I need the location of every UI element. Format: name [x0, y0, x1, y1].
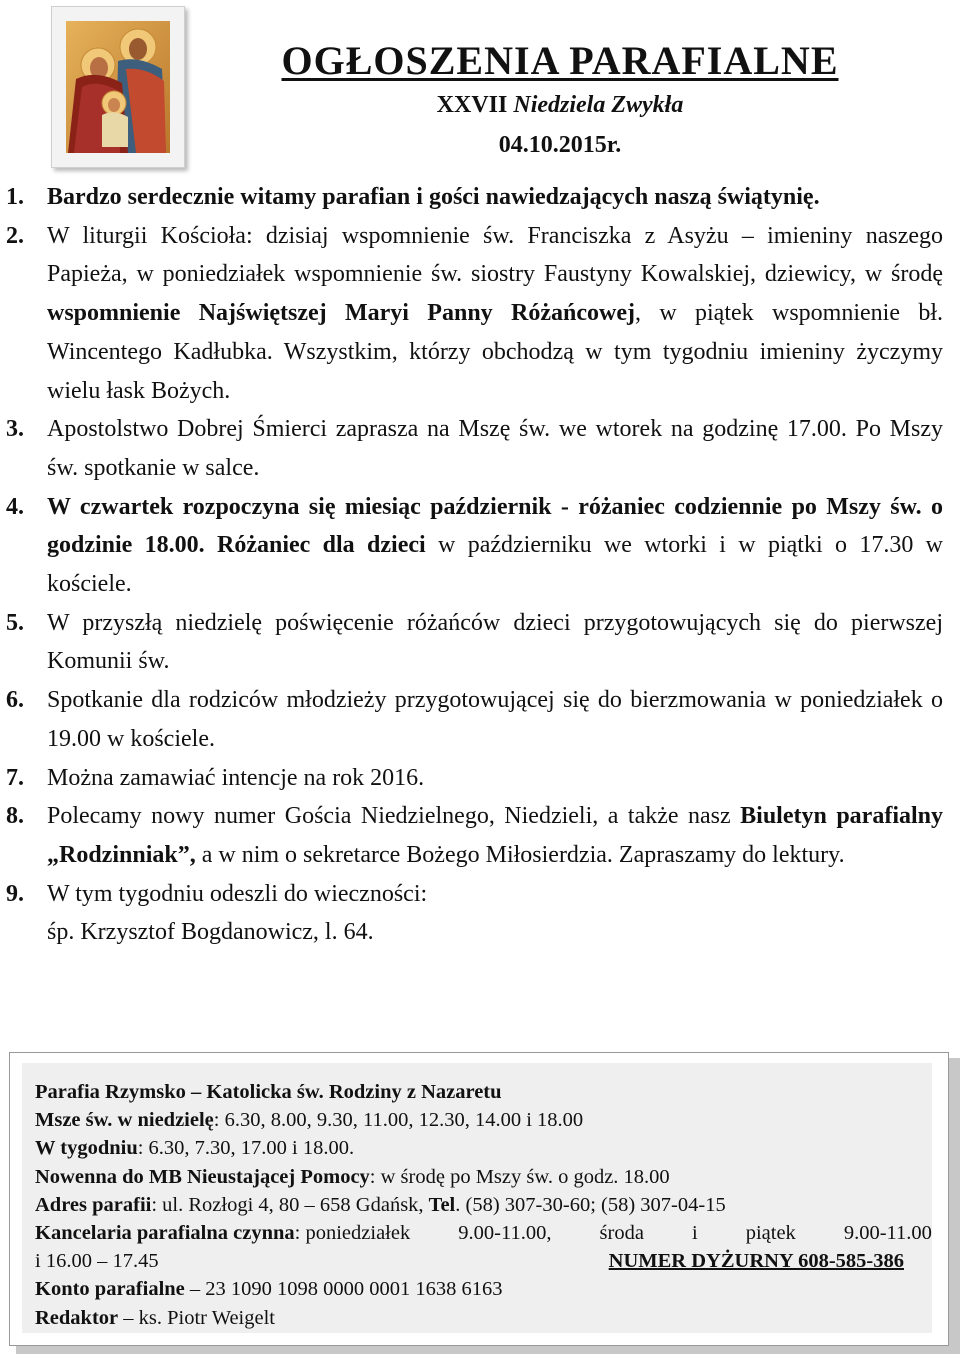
announcement-text: Spotkanie dla rodziców młodzieży przygotowującej się do bierzmowania w poniedziałek o 19.00 w kościele.	[47, 687, 943, 752]
announcement-text: Biuletyn parafialny „Rodzinniak”,	[47, 803, 944, 868]
announcement-text: śp. Krzysztof Bogdanowicz, l. 64.	[47, 919, 374, 946]
announcement-number: 3.	[6, 416, 24, 443]
announcement-text: W liturgii Kościoła: dzisiaj wspomnienie św. Franciszka z Asyżu – imieniny naszego Papieża, w poniedziałek wspomnienie św. siostry Faustyny Kowalskiej, dziewicy, w środę	[47, 222, 943, 288]
bulletin-header	[190, 38, 930, 162]
announcement-number: 2.	[6, 222, 24, 249]
holy-family-icon	[66, 21, 170, 153]
announcement-item	[0, 681, 943, 758]
announcement-text: W czwartek rozpoczyna się miesiąc październik - różaniec codziennie po Mszy św. o godzinie 18.00. Różaniec dla dzieci	[47, 493, 943, 559]
office-hours-word: piątek	[745, 1222, 796, 1245]
editor-info: Redaktor – ks. Piotr Weigelt	[35, 1306, 275, 1329]
announcement-text: , w piątek wspomnienie bł. Wincentego Kadłubka. Wszystkim, którzy obchodzą w tym tygodniu imieniny życzymy wielu łask Bożych.	[47, 300, 943, 404]
announcement-number: 4.	[6, 493, 24, 520]
sunday-masses: Msze św. w niedzielę: 6.30, 8.00, 9.30, 11.00, 12.30, 14.00 i 18.00	[35, 1109, 584, 1132]
announcement-item	[0, 217, 943, 411]
announcement-text: W przyszłą niedzielę poświęcenie różańców dzieci przygotowujących się do pierwszej Komunii św.	[47, 609, 943, 675]
announcement-number: 7.	[6, 764, 24, 791]
announcement-item	[0, 410, 943, 487]
duty-phone-number: NUMER DYŻURNY 608-585-386	[608, 1250, 904, 1273]
announcement-item	[0, 178, 943, 217]
announcement-text: Bardzo serdecznie witamy parafian i gości nawiedzających naszą świątynię.	[47, 184, 820, 210]
liturgical-sunday	[190, 88, 930, 122]
announcement-text: Apostolstwo Dobrej Śmierci zaprasza na Mszę św. we wtorek na godzinę 17.00. Po Mszy św. spotkanie w salce.	[47, 416, 943, 481]
office-hours-word: i	[691, 1222, 698, 1245]
parish-name: Parafia Rzymsko – Katolicka św. Rodziny z Nazaretu	[35, 1081, 502, 1103]
office-hours-word: środa	[599, 1222, 644, 1245]
announcement-text: W tym tygodniu odeszli do wieczności:	[47, 880, 428, 907]
sunday-number: XXVII	[436, 92, 508, 118]
weekday-masses: W tygodniu: 6.30, 7.30, 17.00 i 18.00.	[35, 1137, 355, 1160]
parish-info-text	[35, 1078, 932, 1332]
bank-account: Konto parafialne – 23 1090 1098 0000 0001 1638 6163	[35, 1278, 503, 1301]
announcement-item	[0, 488, 943, 604]
announcement-item	[0, 604, 943, 681]
sunday-name: Niedziela Zwykła	[513, 92, 684, 118]
announcements-list	[0, 178, 943, 952]
novena-info: Nowenna do MB Nieustającej Pomocy: w środę po Mszy św. o godz. 18.00	[35, 1165, 670, 1188]
announcement-item	[0, 759, 943, 798]
announcement-number: 5.	[6, 609, 24, 636]
announcement-text: w październiku we wtorki i w piątki o 17.30 w kościele.	[47, 532, 944, 598]
announcement-number: 9.	[6, 880, 24, 907]
announcement-number: 1.	[6, 184, 24, 210]
office-hours-continued: i 16.00 – 17.45 NUMER DYŻURNY 608-585-386	[35, 1247, 932, 1275]
bulletin-date: 04.10.2015r.	[498, 132, 622, 158]
parish-info-box	[9, 1052, 949, 1346]
holy-family-image-frame	[51, 6, 185, 168]
announcement-text: a w nim o sekretarce Bożego Miłosierdzia. Zapraszamy do lektury.	[195, 841, 845, 868]
announcement-item	[0, 797, 943, 874]
parish-info-panel	[22, 1063, 932, 1333]
announcement-text: Polecamy nowy numer Gościa Niedzielnego, Niedzieli, a także nasz	[47, 803, 741, 830]
announcement-text: wspomnienie Najświętszej Maryi Panny Różańcowej	[47, 300, 635, 327]
announcement-number: 8.	[6, 803, 24, 830]
announcement-number: 6.	[6, 687, 24, 714]
office-hours-word: 9.00-11.00	[843, 1222, 932, 1245]
office-hours: Kancelaria parafialna czynna: poniedziałek 9.00-11.00, środa i piątek 9.00-11.00	[35, 1219, 932, 1247]
parish-address: Adres parafii: ul. Rozłogi 4, 80 – 658 Gdańsk, Tel. (58) 307-30-60; (58) 307-04-15	[35, 1193, 726, 1216]
page-title: OGŁOSZENIA PARAFIALNE	[281, 38, 839, 83]
office-hours-word: 9.00-11.00,	[458, 1222, 552, 1245]
announcement-item	[0, 875, 943, 952]
announcement-text: Można zamawiać intencje na rok 2016.	[47, 764, 425, 791]
